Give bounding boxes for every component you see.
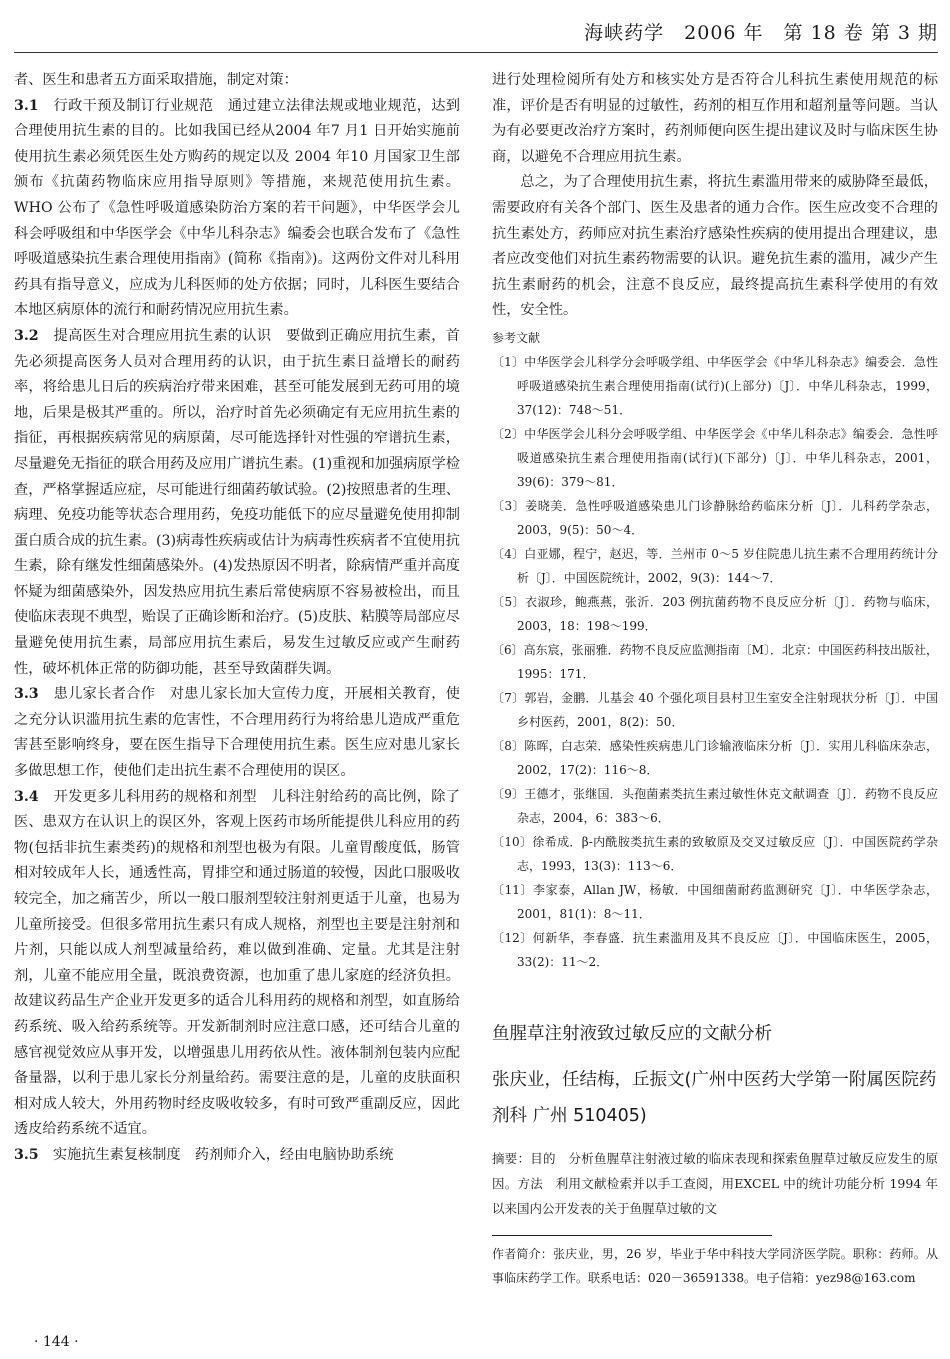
section-list [14, 94, 460, 1169]
section-title: 提高医生对合理应用抗生素的认识 [53, 327, 272, 344]
section-title: 行政干预及制订行业规范 [53, 97, 214, 114]
section-title: 开发更多儿科用药的规格和剂型 [53, 788, 257, 805]
references-title: 参考文献 [492, 330, 541, 345]
section-paragraph [14, 94, 460, 324]
reference-item: 〔9〕王德才，张继国．头孢菌素类抗生素过敏性休克文献调查〔J〕．药物不良反应杂志，2004，6：383～6． [492, 786, 938, 825]
section-paragraph [14, 1143, 460, 1169]
article-title: 鱼腥草注射液致过敏反应的文献分析 [492, 1023, 772, 1044]
reference-item: 〔11〕李家泰，Allan JW，杨敏．中国细菌耐药监测研究〔J〕．中华医学杂志，2001，81(1)：8～11． [492, 882, 938, 921]
section-paragraph [14, 324, 460, 682]
section-paragraph [14, 682, 460, 784]
reference-item: 〔1〕中华医学会儿科学分会呼吸学组、中华医学会《中华儿科杂志》编委会．急性呼吸道感染抗生素合理使用指南(试行)(上部分)〔J〕．中华儿科杂志，1999，37(12)：748～51． [492, 354, 938, 417]
reference-item: 〔2〕中华医学会儿科分会呼吸学组、中华医学会《中华儿科杂志》编委会．急性呼吸道感染抗生素合理使用指南(试行)(下部分)〔J〕．中华儿科杂志，2001，39(6)：379～81． [492, 426, 938, 489]
reference-item: 〔4〕白亚娜，程宁，赵迟，等．兰州市 0～5 岁住院患儿抗生素不合理用药统计分析〔J〕．中国医院统计，2002，9(3)：144～7． [492, 546, 938, 585]
journal-running-head: 海峡药学 2006 年 第 18 卷 第 3 期 [584, 22, 938, 44]
reference-item: 〔5〕衣淑珍，鲍燕燕，张沂．203 例抗菌药物不良反应分析〔J〕．药物与临床，2003，18：198～199． [492, 594, 938, 633]
article-authors: 张庆业，任结梅，丘振文(广州中医药大学第一附属医院药剂科 广州 510405) [492, 1069, 937, 1126]
section-number: 3.5 [14, 1146, 39, 1163]
section-body: 通过建立法律法规或地业规范，达到合理使用抗生素的目的。比如我国已经从2004 年7 月1 日开始实施前使用抗生素必须凭医生处方购药的规定以及 2004 年10 月国家卫生部颁布《抗菌药物临床应用指导原则》等措施，来规范使用抗生素。WHO 公布了《急性呼吸道感染防治方案的若干问题》，中华医学会儿科会呼吸组和中华医学会《中华儿科杂志》编委会也联合发布了《急性呼吸道感染抗生素合理使用指南》(简称《指南》)。这两份文件对儿科用药具有指导意义，应成为儿科医师的处方依据；同时，儿科医生要结合本地区病原体的流行和耐药情况应用抗生素。 [14, 97, 460, 319]
article-abstract: 摘要：目的 分析鱼腥草注射液过敏的临床表现和探索鱼腥草过敏反应发生的原因。方法 利用文献检索并以手工查阅，用EXCEL 中的统计功能分析 1994 年以来国内公开发表的关于鱼腥草过敏的文 [492, 1150, 938, 1216]
reference-item: 〔8〕陈晖，白志荣．感染性疾病患儿门诊输液临床分析〔J〕．实用儿科临床杂志，2002，17(2)：116～8． [492, 738, 938, 777]
section-title: 实施抗生素复核制度 [52, 1146, 181, 1163]
section-body: 药剂师介入，经由电脑协助系统 [194, 1146, 394, 1163]
section-paragraph [14, 785, 460, 1143]
section-title: 患儿家长者合作 [53, 686, 156, 703]
page-number: · 144 · [34, 1334, 79, 1350]
left-column [14, 68, 460, 1169]
reference-list [492, 350, 938, 974]
right-column [492, 68, 938, 1290]
page-header [14, 14, 938, 53]
footnote-divider [492, 1235, 772, 1236]
reference-item: 〔7〕郭岩，金鹏．儿基会 40 个强化项目县村卫生室安全注射现状分析〔J〕．中国乡村医药，2001，8(2)：50． [492, 690, 938, 729]
reference-item: 〔12〕何新华，李春盛．抗生素滥用及其不良反应〔J〕．中国临床医生，2005，33(2)：11～2． [492, 930, 938, 969]
section-body: 对患儿家长加大宣传力度，开展相关教育，使之充分认识滥用抗生素的危害性，不合理用药行为将给患儿造成严重危害甚至影响终身，要在医生指导下合理使用抗生素。医生应对患儿家长多做思想工作，使他们走出抗生素不合理使用的误区。 [14, 686, 460, 780]
continuation-text: 进行处理检阅所有处方和核实处方是否符合儿科抗生素使用规范的标准，评价是否有明显的过敏性，药剂的相互作用和超剂量等问题。当认为有必要更改治疗方案时，药剂师便向医生提出建议及时与临床医生协商，以避免不合理应用抗生素。 [492, 72, 938, 165]
intro-text: 者、医生和患者五方面采取措施，制定对策： [14, 72, 298, 88]
conclusion-text: 总之，为了合理使用抗生素，将抗生素滥用带来的威胁降至最低，需要政府有关各个部门、医生及患者的通力合作。医生应改变不合理的抗生素处方，药师应对抗生素治疗感染性疾病的使用提出合理建议，患者应改变他们对抗生素药物需要的认识。避免抗生素的滥用，减少产生抗生素耐药的机会，注意不良反应，最终提高抗生素科学使用的有效性，安全性。 [492, 174, 938, 319]
section-body: 儿科注射给药的高比例，除了医、患双方在认识上的误区外，客观上医药市场所能提供儿科应用的药物(包括非抗生素类药)的规格和剂型也极为有限。儿童胃酸度低，肠管相对较成年人长，通透性高，胃排空和通过肠道的较慢，因此口服吸收较完全，加之痛苦少，所以一般口服剂型较注射剂更适于儿童，也易为儿童所接受。但很多常用抗生素只有成人规格，剂型也主要是注射剂和片剂，只能以成人剂型减量给药，难以做到准确、定量。尤其是注射剂，儿童不能应用全量，既浪费资源，也加重了患儿家庭的经济负担。故建议药品生产企业开发更多的适合儿科用药的规格和剂型，如直肠给药系统、吸入给药系统等。开发新制剂时应注意口感，还可结合儿童的感官视觉效应从事开发，以增强患儿用药依从性。液体制剂包装内应配备量器，以利于患儿家长分剂量给药。需要注意的是，儿童的皮肤面积相对成人较大，外用药物时经皮吸收较多，有时可致严重副反应，因此透皮给药系统不适宜。 [14, 788, 460, 1138]
section-body: 要做到正确应用抗生素，首先必须提高医务人员对合理用药的认识，由于抗生素日益增长的耐药率，将给患儿日后的疾病治疗带来困难，甚至可能发展到无药可用的境地，后果是极其严重的。所以，治疗时首先必须确定有无应用抗生素的指征，再根据疾病常见的病原菌，尽可能选择针对性强的窄谱抗生素，尽量避免无指征的联合用药及应用广谱抗生素。(1)重视和加强病原学检查，严格掌握适应症，尽可能进行细菌药敏试验。(2)按照患者的生理、病理、免疫功能等状态合理用药，免疫功能低下的应尽量避免使用抑制蛋白质合成的抗生素。(3)病毒性疾病或估计为病毒性疾病者不宜使用抗生素，除有继发性细菌感染外。(4)发热原因不明者，除病情严重并高度怀疑为细菌感染外，因发热应用抗生素后常使病原不容易被检出，而且使临床表现不典型，贻误了正确诊断和治疗。(5)皮肤、粘膜等局部应尽量避免使用抗生素，局部应用抗生素后，易发生过敏反应或产生耐药性，破坏机体正常的防御功能，甚至导致菌群失调。 [14, 327, 460, 677]
reference-item: 〔10〕徐希成．β-内酰胺类抗生素的致敏原及交叉过敏反应〔J〕．中国医院药学杂志，1993，13(3)：113～6． [492, 834, 938, 873]
section-number: 3.1 [14, 97, 39, 114]
section-number: 3.3 [14, 686, 39, 703]
author-note: 作者简介：张庆业，男，26 岁，毕业于华中科技大学同济医学院。职称：药师。从事临床药学工作。联系电话：020－36591338。电子信箱：yez98@163.com [492, 1246, 938, 1285]
reference-item: 〔6〕高东宸，张丽雅．药物不良反应监测指南〔M〕．北京：中国医药科技出版社，1995：171． [492, 642, 938, 681]
section-number: 3.4 [14, 788, 39, 805]
reference-item: 〔3〕姜晓美．急性呼吸道感染患儿门诊静脉给药临床分析〔J〕．儿科药学杂志，2003，9(5)：50～4． [492, 498, 938, 537]
section-number: 3.2 [14, 327, 39, 344]
